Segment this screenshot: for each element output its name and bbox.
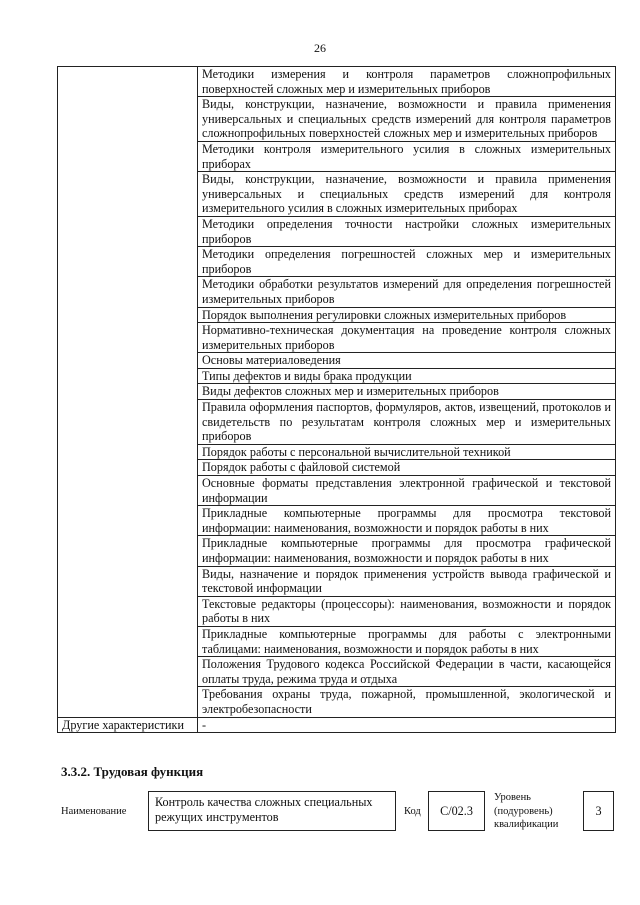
knowledge-table — [57, 66, 616, 733]
requirement-cell: Методики контроля измерительного усилия в сложных измерительных приборах — [198, 141, 616, 171]
requirement-cell: Порядок работы с файловой системой — [198, 460, 616, 476]
requirement-cell: Типы дефектов и виды брака продукции — [198, 368, 616, 384]
requirement-cell: Методики обработки результатов измерений для определения погрешностей измерительных приборов — [198, 277, 616, 307]
requirement-cell: Нормативно-техническая документация на проведение контроля сложных измерительных приборов — [198, 323, 616, 353]
requirement-cell: Виды, конструкции, назначение, возможности и правила применения универсальных и специальных средств измерений для контроля измерительного усилия в сложных измерительных приборах — [198, 172, 616, 217]
level-label-line-2: (подуровень) — [494, 805, 553, 817]
code-label: Код — [404, 806, 421, 817]
other-characteristics-value: - — [198, 717, 616, 733]
requirement-cell: Прикладные компьютерные программы для просмотра графической информации: наименования, возможности и порядок работы в них — [198, 536, 616, 566]
qualification-level-field: 3 — [583, 791, 614, 831]
other-characteristics-label: Другие характеристики — [58, 717, 198, 733]
page-number: 26 — [314, 41, 326, 55]
name-label: Наименование — [61, 806, 127, 817]
section-title: 3.3.2. Трудовая функция — [61, 764, 204, 779]
requirement-cell: Порядок выполнения регулировки сложных измерительных приборов — [198, 307, 616, 323]
requirement-cell: Виды, конструкции, назначение, возможности и правила применения универсальных и специальных средств измерений для контроля параметров сложнопрофильных поверхностей сложных мер и измерительных приборов — [198, 97, 616, 142]
requirement-cell: Основные форматы представления электронной графической и текстовой информации — [198, 476, 616, 506]
table-row — [58, 67, 616, 97]
requirement-cell: Порядок работы с персональной вычислительной техникой — [198, 444, 616, 460]
knowledge-table-body — [58, 67, 616, 733]
requirement-cell: Методики определения точности настройки сложных измерительных приборов — [198, 216, 616, 246]
requirement-cell: Виды дефектов сложных мер и измерительных приборов — [198, 384, 616, 400]
requirement-cell: Основы материаловедения — [198, 353, 616, 369]
function-name-field: Контроль качества сложных специальных режущих инструментов — [148, 791, 396, 831]
requirement-cell: Прикладные компьютерные программы для работы с электронными таблицами: наименования, возможности и порядок работы в них — [198, 626, 616, 656]
level-label-line-3: квалификации — [494, 819, 559, 830]
requirement-cell: Прикладные компьютерные программы для просмотра текстовой информации: наименования, возможности и порядок работы в них — [198, 506, 616, 536]
requirement-cell: Правила оформления паспортов, формуляров, актов, извещений, протоколов и свидетельств по результатам контроля сложных мер и измерительных приборов — [198, 400, 616, 445]
requirement-cell: Виды, назначение и порядок применения устройств вывода графической и текстовой информации — [198, 566, 616, 596]
other-characteristics-row — [58, 717, 616, 733]
requirement-cell: Положения Трудового кодекса Российской Федерации в части, касающейся оплаты труда, режима труда и отдыха — [198, 657, 616, 687]
requirement-cell: Текстовые редакторы (процессоры): наименования, возможности и порядок работы в них — [198, 596, 616, 626]
level-label-line-1: Уровень — [494, 792, 531, 803]
qualification-level-label — [494, 791, 558, 832]
left-column-cell — [58, 67, 198, 718]
requirement-cell: Методики определения погрешностей сложных мер и измерительных приборов — [198, 247, 616, 277]
requirement-cell: Требования охраны труда, пожарной, промышленной, экологической и электробезопасности — [198, 687, 616, 717]
requirement-cell: Методики измерения и контроля параметров сложнопрофильных поверхностей сложных мер и измерительных приборов — [198, 67, 616, 97]
code-field: С/02.3 — [428, 791, 485, 831]
